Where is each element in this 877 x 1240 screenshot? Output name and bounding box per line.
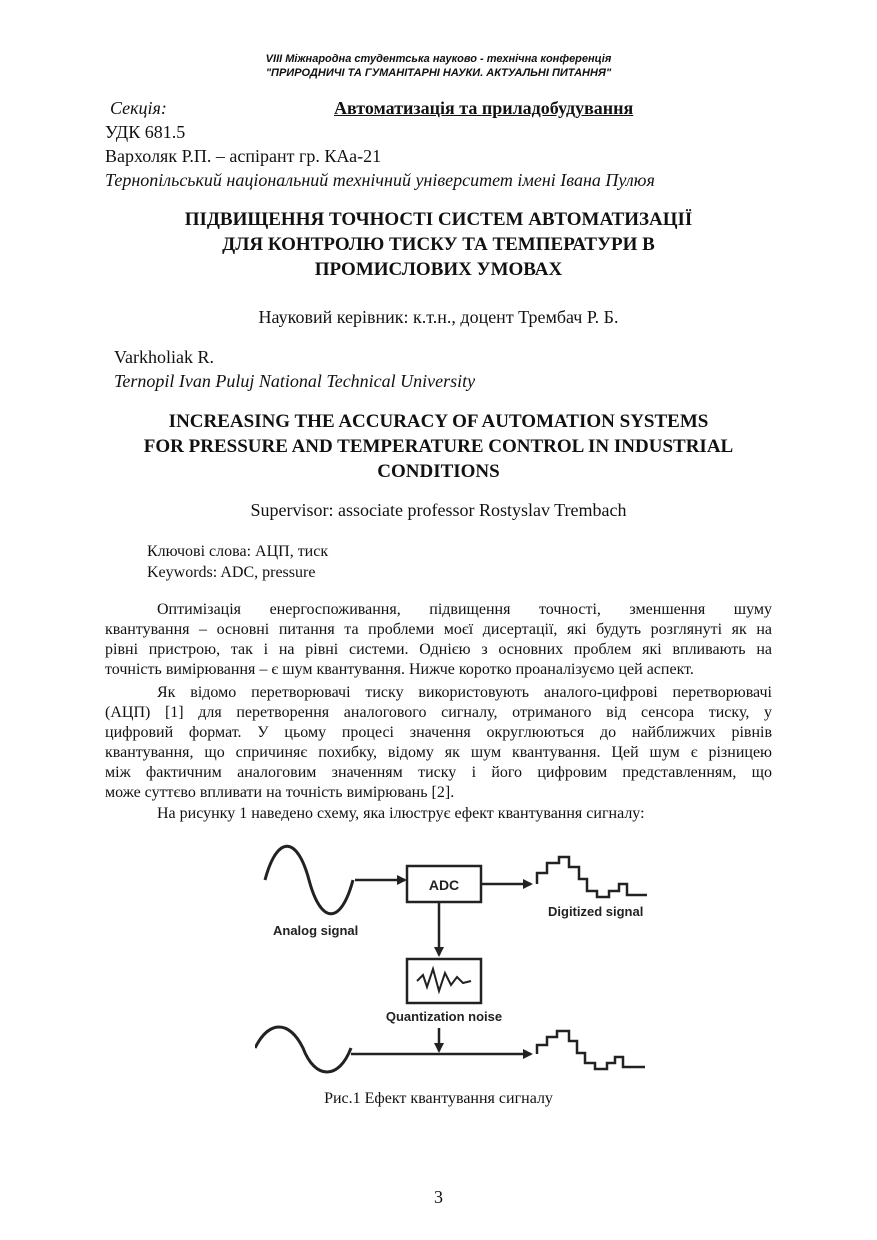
keywords-ua: Ключові слова: АЦП, тиск bbox=[147, 543, 329, 560]
title-ua-line: ДЛЯ КОНТРОЛЮ ТИСКУ ТА ТЕМПЕРАТУРИ В bbox=[222, 234, 655, 255]
paragraph-line: Оптимізація енергоспоживання, підвищення точності, зменшення шуму bbox=[157, 601, 772, 618]
author-ua: Вархоляк Р.П. – аспірант гр. КАа-21 bbox=[105, 146, 382, 166]
conference-header-line2: "ПРИРОДНИЧІ ТА ГУМАНІТАРНІ НАУКИ. АКТУАЛЬНІ ПИТАННЯ" bbox=[265, 67, 612, 79]
supervisor-ua: Науковий керівник: к.т.н., доцент Трембач Р. Б. bbox=[258, 307, 619, 327]
paragraph-line: може суттєво впливати на точність вимірювань [2]. bbox=[105, 784, 455, 801]
paragraph-2 bbox=[105, 683, 772, 803]
title-en-line: INCREASING THE ACCURACY OF AUTOMATION SYSTEMS bbox=[168, 411, 709, 432]
keywords-en: Keywords: ADC, pressure bbox=[147, 564, 316, 581]
paragraph-1 bbox=[105, 600, 772, 680]
title-en bbox=[90, 409, 787, 484]
conference-header-line1: VIII Міжнародна студентська науково - технічна конференція bbox=[265, 53, 612, 65]
paragraph-line: між фактичним аналоговим значенням тиску і його цифровим представленням, що bbox=[105, 764, 772, 781]
digitized-signal-wave bbox=[537, 857, 647, 897]
bottom-digitized-wave bbox=[537, 1031, 645, 1069]
title-en-line: CONDITIONS bbox=[377, 461, 500, 482]
udc-code: УДК 681.5 bbox=[105, 122, 186, 142]
author-en: Varkholiak R. bbox=[114, 347, 214, 367]
quantization-noise-label: Quantization noise bbox=[385, 1009, 503, 1024]
title-ua-line: ПРОМИСЛОВИХ УМОВАХ bbox=[314, 259, 563, 280]
figure-caption: Рис.1 Ефект квантування сигналу bbox=[324, 1090, 553, 1107]
paragraph-line: Як відомо перетворювачі тиску використовують аналого-цифрові перетворювачі bbox=[157, 684, 772, 701]
paragraph-line: (АЦП) [1] для перетворення аналогового сигналу, отриманого від сенсора тиску, у bbox=[105, 704, 772, 721]
title-en-line: FOR PRESSURE AND TEMPERATURE CONTROL IN INDUSTRIAL bbox=[143, 436, 734, 457]
section-label: Секція: bbox=[110, 98, 167, 118]
supervisor-en: Supervisor: associate professor Rostyslav Trembach bbox=[250, 500, 627, 520]
section-name: Автоматизація та приладобудування bbox=[334, 98, 634, 118]
analog-signal-label: Analog signal bbox=[273, 923, 359, 938]
affiliation-en: Ternopil Ivan Puluj National Technical University bbox=[114, 371, 476, 391]
paragraph-line: рівні пристрою, так і на рівні системи. Однією з основних проблем які впливають на bbox=[105, 641, 772, 658]
paragraph-line: цифровий формат. У цьому процесі значення округлюються до найближчих рівнів bbox=[105, 724, 772, 741]
bottom-analog-wave bbox=[255, 1027, 351, 1072]
title-ua bbox=[100, 207, 777, 282]
analog-signal-wave bbox=[265, 846, 353, 914]
affiliation-ua: Тернопільський національний технічний університет імені Івана Пулюя bbox=[105, 170, 655, 190]
adc-label: ADC bbox=[428, 877, 460, 893]
page-number: 3 bbox=[434, 1187, 443, 1207]
paragraph-line: точність вимірювання – є шум квантування. Нижче коротко проаналізуємо цей аспект. bbox=[105, 661, 694, 678]
paragraph-line: квантування – основні питання та проблеми моєї дисертації, які будуть розглянуті як на bbox=[105, 621, 772, 638]
title-ua-line: ПІДВИЩЕННЯ ТОЧНОСТІ СИСТЕМ АВТОМАТИЗАЦІЇ bbox=[184, 209, 693, 230]
paragraph-line: квантування, що спричиняє похибку, відому як шум квантування. Цей шум є різницею bbox=[105, 744, 772, 761]
paragraph-3: На рисунку 1 наведено схему, яка ілюструє ефект квантування сигналу: bbox=[157, 805, 645, 822]
digitized-signal-label: Digitized signal bbox=[548, 904, 644, 919]
quantization-diagram bbox=[255, 835, 665, 1095]
